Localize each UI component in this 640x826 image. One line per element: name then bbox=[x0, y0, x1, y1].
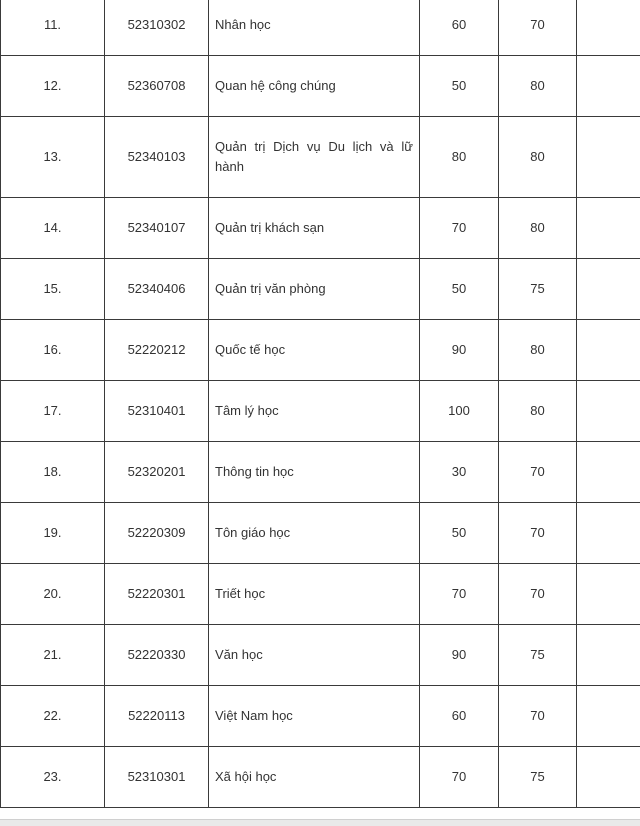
row-index-cell: 12. bbox=[1, 56, 105, 117]
quota-1-cell: 80 bbox=[420, 117, 499, 198]
program-name-cell: Tâm lý học bbox=[209, 381, 420, 442]
table-row bbox=[1, 259, 640, 320]
quota-1-cell: 100 bbox=[420, 381, 499, 442]
quota-2-cell: 70 bbox=[499, 503, 577, 564]
quota-1-cell: 90 bbox=[420, 625, 499, 686]
table-row bbox=[1, 686, 640, 747]
row-index-cell: 13. bbox=[1, 117, 105, 198]
program-code-cell: 52320201 bbox=[105, 442, 209, 503]
program-code-cell: 52220212 bbox=[105, 320, 209, 381]
program-name-cell: Xã hội học bbox=[209, 747, 420, 808]
table-row bbox=[1, 198, 640, 259]
extra-cell bbox=[577, 686, 640, 747]
quota-1-cell: 90 bbox=[420, 320, 499, 381]
quota-2-cell: 80 bbox=[499, 198, 577, 259]
row-index-cell: 23. bbox=[1, 747, 105, 808]
quota-1-cell: 50 bbox=[420, 259, 499, 320]
program-code-cell: 52340107 bbox=[105, 198, 209, 259]
quota-2-cell: 75 bbox=[499, 747, 577, 808]
program-code-cell: 52310302 bbox=[105, 0, 209, 56]
table-row bbox=[1, 564, 640, 625]
page-bottom-bar bbox=[0, 819, 640, 826]
program-code-cell: 52360708 bbox=[105, 56, 209, 117]
program-name-cell: Quản trị khách sạn bbox=[209, 198, 420, 259]
program-code-cell: 52310301 bbox=[105, 747, 209, 808]
program-name-cell: Triết học bbox=[209, 564, 420, 625]
extra-cell bbox=[577, 503, 640, 564]
row-index-cell: 18. bbox=[1, 442, 105, 503]
quota-2-cell: 75 bbox=[499, 625, 577, 686]
row-index-cell: 14. bbox=[1, 198, 105, 259]
quota-1-cell: 70 bbox=[420, 747, 499, 808]
program-code-cell: 52310401 bbox=[105, 381, 209, 442]
extra-cell bbox=[577, 320, 640, 381]
quota-2-cell: 80 bbox=[499, 320, 577, 381]
extra-cell bbox=[577, 442, 640, 503]
quota-2-cell: 70 bbox=[499, 0, 577, 56]
row-index-cell: 15. bbox=[1, 259, 105, 320]
extra-cell bbox=[577, 625, 640, 686]
program-name-cell: Tôn giáo học bbox=[209, 503, 420, 564]
row-index-cell: 21. bbox=[1, 625, 105, 686]
row-index-cell: 16. bbox=[1, 320, 105, 381]
program-code-cell: 52220113 bbox=[105, 686, 209, 747]
extra-cell bbox=[577, 381, 640, 442]
program-name-cell: Quản trị Dịch vụ Du lịch và lữ hành bbox=[209, 117, 420, 198]
program-name-cell: Quan hệ công chúng bbox=[209, 56, 420, 117]
quota-2-cell: 70 bbox=[499, 442, 577, 503]
extra-cell bbox=[577, 259, 640, 320]
quota-1-cell: 70 bbox=[420, 564, 499, 625]
quota-2-cell: 70 bbox=[499, 564, 577, 625]
table-row bbox=[1, 320, 640, 381]
program-name-cell: Quản trị văn phòng bbox=[209, 259, 420, 320]
extra-cell bbox=[577, 0, 640, 56]
row-index-cell: 22. bbox=[1, 686, 105, 747]
quota-1-cell: 60 bbox=[420, 0, 499, 56]
table-row bbox=[1, 442, 640, 503]
quota-2-cell: 80 bbox=[499, 381, 577, 442]
quota-2-cell: 80 bbox=[499, 56, 577, 117]
program-name-cell: Việt Nam học bbox=[209, 686, 420, 747]
extra-cell bbox=[577, 564, 640, 625]
program-name-cell: Thông tin học bbox=[209, 442, 420, 503]
table-row bbox=[1, 747, 640, 808]
quota-2-cell: 70 bbox=[499, 686, 577, 747]
program-name-cell: Quốc tế học bbox=[209, 320, 420, 381]
table-row bbox=[1, 56, 640, 117]
row-index-cell: 11. bbox=[1, 0, 105, 56]
program-code-cell: 52220309 bbox=[105, 503, 209, 564]
row-index-cell: 17. bbox=[1, 381, 105, 442]
quota-2-cell: 75 bbox=[499, 259, 577, 320]
quota-1-cell: 30 bbox=[420, 442, 499, 503]
program-name-cell: Nhân học bbox=[209, 0, 420, 56]
program-name-cell: Văn học bbox=[209, 625, 420, 686]
extra-cell bbox=[577, 56, 640, 117]
program-code-cell: 52220301 bbox=[105, 564, 209, 625]
table-row bbox=[1, 117, 640, 198]
program-code-cell: 52340406 bbox=[105, 259, 209, 320]
table-row bbox=[1, 503, 640, 564]
quota-1-cell: 50 bbox=[420, 503, 499, 564]
table-row bbox=[1, 625, 640, 686]
program-code-cell: 52340103 bbox=[105, 117, 209, 198]
table-row bbox=[1, 0, 640, 56]
extra-cell bbox=[577, 747, 640, 808]
extra-cell bbox=[577, 198, 640, 259]
row-index-cell: 19. bbox=[1, 503, 105, 564]
quota-1-cell: 70 bbox=[420, 198, 499, 259]
program-code-cell: 52220330 bbox=[105, 625, 209, 686]
table-row bbox=[1, 381, 640, 442]
quota-1-cell: 50 bbox=[420, 56, 499, 117]
extra-cell bbox=[577, 117, 640, 198]
quota-2-cell: 80 bbox=[499, 117, 577, 198]
quota-1-cell: 60 bbox=[420, 686, 499, 747]
row-index-cell: 20. bbox=[1, 564, 105, 625]
